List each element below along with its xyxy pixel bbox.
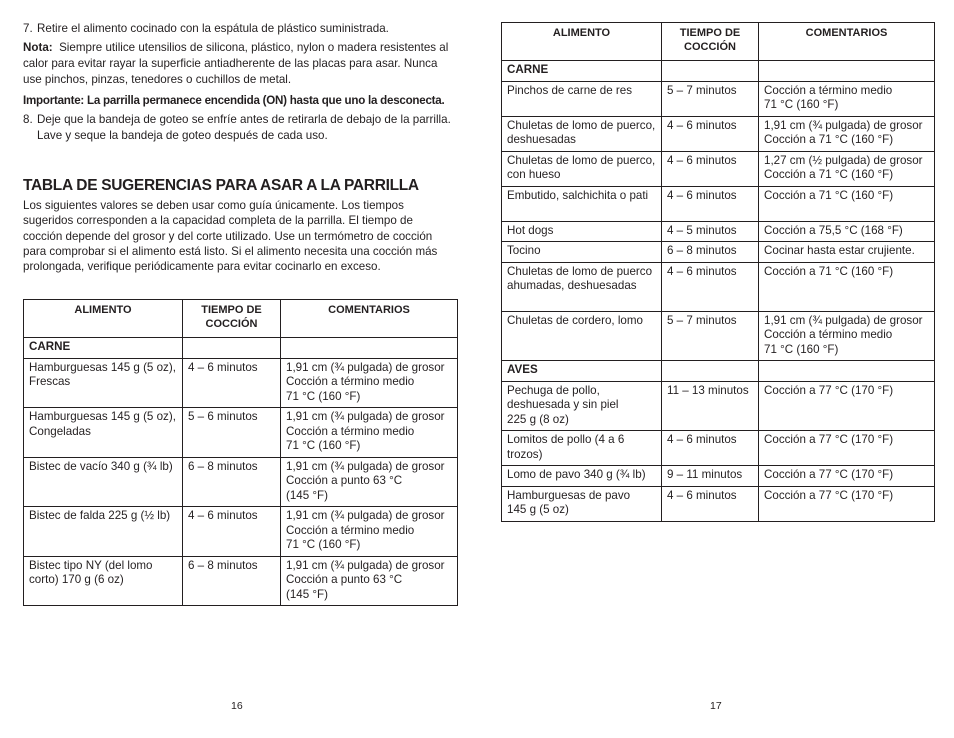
table-row — [24, 358, 458, 408]
cell-food: Chuletas de lomo de puerco, deshuesadas — [502, 116, 662, 151]
cell-food: Hot dogs — [502, 221, 662, 242]
step-7-text: Retire el alimento cocinado con la espátula de plástico suministrada. — [37, 22, 389, 35]
table-row — [502, 262, 935, 311]
step-7: 7. Retire el alimento cocinado con la espátula de plástico suministrada. — [23, 21, 453, 37]
table-header-row — [502, 23, 935, 61]
grilling-table-left — [23, 299, 458, 606]
table-row — [24, 507, 458, 557]
note-paragraph — [23, 40, 453, 88]
cell-comments: 1,27 cm (½ pulgada) de grosor Cocción a 71 °C (160 °F) — [759, 151, 935, 186]
cell-comments: 1,91 cm (¾ pulgada) de grosor Cocción a punto 63 °C (145 °F) — [281, 457, 458, 507]
cell-comments: 1,91 cm (¾ pulgada) de grosor Cocción a 71 °C (160 °F) — [759, 116, 935, 151]
table-row — [502, 116, 935, 151]
table-row — [502, 151, 935, 186]
cell-comments: 1,91 cm (¾ pulgada) de grosor Cocción a término medio 71 °C (160 °F) — [759, 311, 935, 361]
note-label: Nota: — [23, 41, 53, 54]
cell-food: Hamburguesas 145 g (5 oz), Frescas — [24, 358, 183, 408]
cell-time: 4 – 6 minutos — [183, 358, 281, 408]
grilling-table-right — [501, 22, 935, 522]
right-page — [477, 0, 954, 738]
table-row — [24, 457, 458, 507]
cell-time: 4 – 6 minutos — [662, 262, 759, 311]
section-label: CARNE — [24, 338, 183, 359]
cell-comments: Cocción a 77 °C (170 °F) — [759, 431, 935, 466]
cell-comments: 1,91 cm (¾ pulgada) de grosor Cocción a término medio 71 °C (160 °F) — [281, 358, 458, 408]
cell-time: 4 – 5 minutos — [662, 221, 759, 242]
cell-comments: 1,91 cm (¾ pulgada) de grosor Cocción a punto 63 °C (145 °F) — [281, 556, 458, 606]
page-number: 17 — [710, 700, 722, 712]
cell-comments: 1,91 cm (¾ pulgada) de grosor Cocción a término medio 71 °C (160 °F) — [281, 507, 458, 557]
intro-paragraph: Los siguientes valores se deben usar como guía únicamente. Los tiempos sugeridos corresponden a la capacidad completa de la parrilla. El tiempo de cocción depende del grosor y del corte utilizado. Use un termómetro de cocción para comprobar si el alimento está listo. Si el alimento necesita una cocción más prolongada, verifique periódicamente para evitar cocinarlo en exceso. — [23, 199, 438, 274]
cell-time: 4 – 6 minutos — [662, 186, 759, 221]
cell-comments: 1,91 cm (¾ pulgada) de grosor Cocción a término medio 71 °C (160 °F) — [281, 408, 458, 458]
cell-comments: Cocción a término medio 71 °C (160 °F) — [759, 81, 935, 116]
cell-food: Chuletas de cordero, lomo — [502, 311, 662, 361]
page-heading: TABLA DE SUGERENCIAS PARA ASAR A LA PARRILLA — [23, 177, 419, 194]
cell-time: 9 – 11 minutos — [662, 466, 759, 487]
cell-time: 6 – 8 minutos — [183, 556, 281, 606]
cell-food: Pechuga de pollo, deshuesada y sin piel 225 g (8 oz) — [502, 381, 662, 431]
table-row — [24, 408, 458, 458]
table-row — [502, 431, 935, 466]
section-row-meat — [24, 338, 458, 359]
cell-time: 11 – 13 minutos — [662, 381, 759, 431]
instructions-block — [23, 21, 453, 144]
cell-time: 4 – 6 minutos — [183, 507, 281, 557]
cell-food: Bistec de falda 225 g (½ lb) — [24, 507, 183, 557]
header-comments: COMENTARIOS — [759, 23, 935, 61]
cell-food: Chuletas de lomo de puerco, con hueso — [502, 151, 662, 186]
section-row-poultry — [502, 361, 935, 382]
cell-food: Bistec de vacío 340 g (¾ lb) — [24, 457, 183, 507]
header-comments: COMENTARIOS — [281, 300, 458, 338]
table-row — [502, 466, 935, 487]
cell-food: Embutido, salchichita o pati — [502, 186, 662, 221]
cell-time: 6 – 8 minutos — [662, 242, 759, 263]
table-row — [502, 186, 935, 221]
table-row — [502, 221, 935, 242]
cell-time: 5 – 7 minutos — [662, 81, 759, 116]
step-8: 8. Deje que la bandeja de goteo se enfríe antes de retirarla de debajo de la parrilla. Lave y seque la bandeja de goteo después de cada uso. — [23, 112, 453, 144]
table-row — [502, 242, 935, 263]
section-label: CARNE — [502, 61, 662, 82]
cell-food: Hamburguesas 145 g (5 oz), Congeladas — [24, 408, 183, 458]
cell-food: Chuletas de lomo de puerco ahumadas, deshuesadas — [502, 262, 662, 311]
table-row — [502, 486, 935, 521]
cell-food: Pinchos de carne de res — [502, 81, 662, 116]
important-note: Importante: La parrilla permanece encendida (ON) hasta que uno la desconecta. — [23, 94, 445, 107]
cell-comments: Cocción a 77 °C (170 °F) — [759, 381, 935, 431]
cell-food: Bistec tipo NY (del lomo corto) 170 g (6 oz) — [24, 556, 183, 606]
cell-time: 4 – 6 minutos — [662, 486, 759, 521]
cell-comments: Cocción a 77 °C (170 °F) — [759, 466, 935, 487]
cell-time: 4 – 6 minutos — [662, 151, 759, 186]
cell-food: Lomo de pavo 340 g (¾ lb) — [502, 466, 662, 487]
table-row — [502, 381, 935, 431]
header-time: TIEMPO DE COCCIÓN — [662, 23, 759, 61]
cell-time: 4 – 6 minutos — [662, 431, 759, 466]
cell-time: 5 – 7 minutos — [662, 311, 759, 361]
cell-food: Hamburguesas de pavo 145 g (5 oz) — [502, 486, 662, 521]
cell-comments: Cocción a 77 °C (170 °F) — [759, 486, 935, 521]
cell-time: 4 – 6 minutos — [662, 116, 759, 151]
section-label: AVES — [502, 361, 662, 382]
cell-comments: Cocción a 71 °C (160 °F) — [759, 186, 935, 221]
table-header-row — [24, 300, 458, 338]
cell-time: 5 – 6 minutos — [183, 408, 281, 458]
cell-food: Tocino — [502, 242, 662, 263]
header-food: ALIMENTO — [24, 300, 183, 338]
step-8-text: Deje que la bandeja de goteo se enfríe antes de retirarla de debajo de la parrilla. Lave y seque la bandeja de goteo después de cada uso. — [37, 113, 451, 142]
table-row — [502, 311, 935, 361]
cell-food: Lomitos de pollo (4 a 6 trozos) — [502, 431, 662, 466]
table-row — [24, 556, 458, 606]
header-food: ALIMENTO — [502, 23, 662, 61]
cell-comments: Cocinar hasta estar crujiente. — [759, 242, 935, 263]
cell-time: 6 – 8 minutos — [183, 457, 281, 507]
section-row-meat — [502, 61, 935, 82]
cell-comments: Cocción a 75,5 °C (168 °F) — [759, 221, 935, 242]
note-text: Siempre utilice utensilios de silicona, plástico, nylon o madera resistentes al calor para evitar rayar la superficie antiadherente de las placas para asar. Nunca use pinchos, pinzas, tenedores o cuchillos de metal. — [23, 41, 449, 86]
cell-comments: Cocción a 71 °C (160 °F) — [759, 262, 935, 311]
page-number: 16 — [231, 700, 243, 712]
header-time: TIEMPO DE COCCIÓN — [183, 300, 281, 338]
table-row — [502, 81, 935, 116]
